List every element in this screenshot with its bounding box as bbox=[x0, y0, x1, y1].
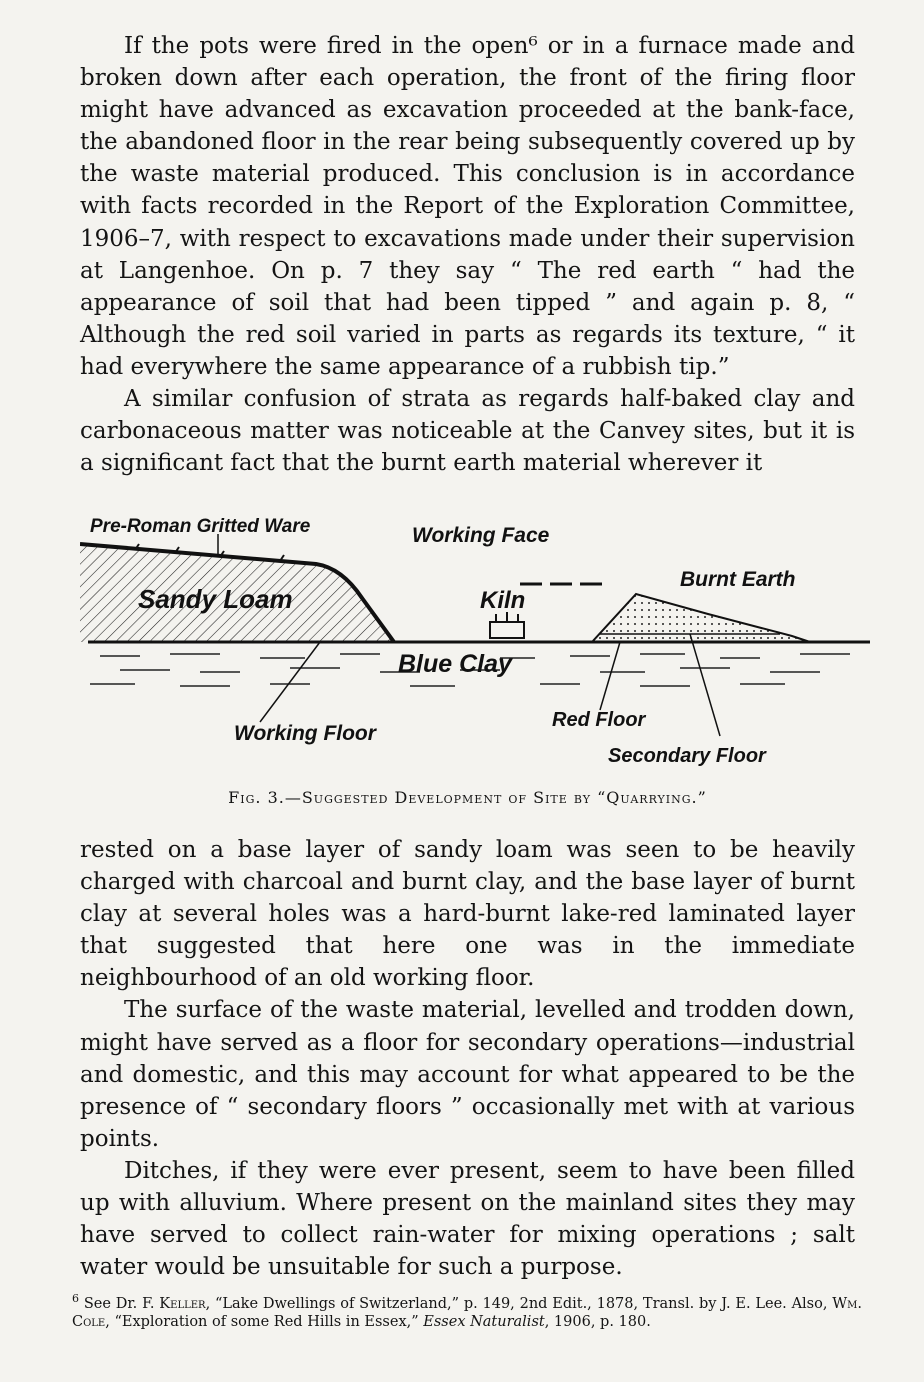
figure-caption bbox=[80, 788, 855, 807]
label-pre-roman-ware: Pre-Roman Gritted Ware bbox=[90, 516, 311, 537]
caption-title: Suggested Development of Site by “Quarrying.” bbox=[301, 788, 707, 807]
caption-prefix: Fig. 3.— bbox=[228, 788, 302, 807]
footnote-author: Wm. Cole bbox=[72, 1295, 863, 1330]
burnt-earth-heap bbox=[592, 594, 810, 642]
secondary-floor-leader bbox=[690, 634, 720, 736]
paragraph: The surface of the waste material, levelled and trodden down, might have served as a floor for secondary operations—industrial and domestic, and this may account for what appeared to be the presence of “ secondary floors ” occasionally met with at various points. bbox=[80, 997, 855, 1152]
label-red-floor: Red Floor bbox=[552, 709, 646, 731]
footnote-text: See Dr. bbox=[83, 1295, 143, 1312]
paragraph: A similar confusion of strata as regards half-baked clay and carbonaceous matter was noticeable at the Canvey sites, but it is a significant fact that the burnt earth material wherever it bbox=[80, 386, 855, 477]
label-sandy-loam: Sandy Loam bbox=[138, 584, 293, 614]
footnote bbox=[72, 1290, 862, 1331]
footnote-journal: Essex Naturalist bbox=[423, 1313, 545, 1330]
footnote-author: F. Keller bbox=[142, 1295, 206, 1312]
label-secondary-floor: Secondary Floor bbox=[608, 745, 766, 767]
label-blue-clay: Blue Clay bbox=[398, 650, 512, 678]
label-working-face: Working Face bbox=[412, 524, 550, 547]
footnote-text: , 1906, p. 180. bbox=[544, 1313, 651, 1330]
label-kiln: Kiln bbox=[480, 587, 526, 614]
body-text-bottom bbox=[80, 834, 855, 1283]
red-floor-leader bbox=[600, 642, 620, 710]
kiln-mark bbox=[490, 622, 524, 638]
label-working-floor: Working Floor bbox=[234, 722, 376, 745]
paragraph: rested on a base layer of sandy loam was seen to be heavily charged with charcoal and burnt clay, and the base layer of burnt clay at several holes was a hard-burnt lake-red laminated layer that suggested that here one was in the immediate neighbourhood of an old working floor. bbox=[80, 837, 855, 992]
paragraph: Ditches, if they were ever present, seem to have been filled up with alluvium. Where present on the mainland sites they may have served to collect rain-water for mixing operations ; salt water would be unsuitable for such a purpose. bbox=[80, 1157, 855, 1281]
working-floor-leader bbox=[260, 642, 320, 722]
footnote-number: 6 bbox=[72, 1292, 79, 1305]
label-burnt-earth: Burnt Earth bbox=[680, 568, 796, 591]
body-text-top bbox=[80, 30, 855, 479]
footnote-text: , “Exploration of some Red Hills in Essex,” bbox=[105, 1313, 424, 1330]
figure-diagram bbox=[80, 496, 880, 776]
site-section-diagram bbox=[80, 496, 880, 776]
paragraph: If the pots were fired in the open⁶ or in a furnace made and broken down after each operation, the front of the firing floor might have advanced as excavation proceeded at the bank-face, the abandoned floor in the rear being subsequently covered up by the waste material produced. This conclusion is in accordance with facts recorded in the Report of the Exploration Committee, 1906–7, with respect to excavations made under their supervision at Langenhoe. On p. 7 they say “ The red earth “ had the appearance of soil that had been tipped ” and again p. 8, “ Although the red soil varied in parts as regards its texture, “ it had everywhere the same appearance of a rubbish tip.” bbox=[80, 33, 855, 380]
footnote-text: , “Lake Dwellings of Switzerland,” p. 149, 2nd Edit., 1878, Transl. by J. E. Lee. Also, bbox=[205, 1295, 833, 1312]
